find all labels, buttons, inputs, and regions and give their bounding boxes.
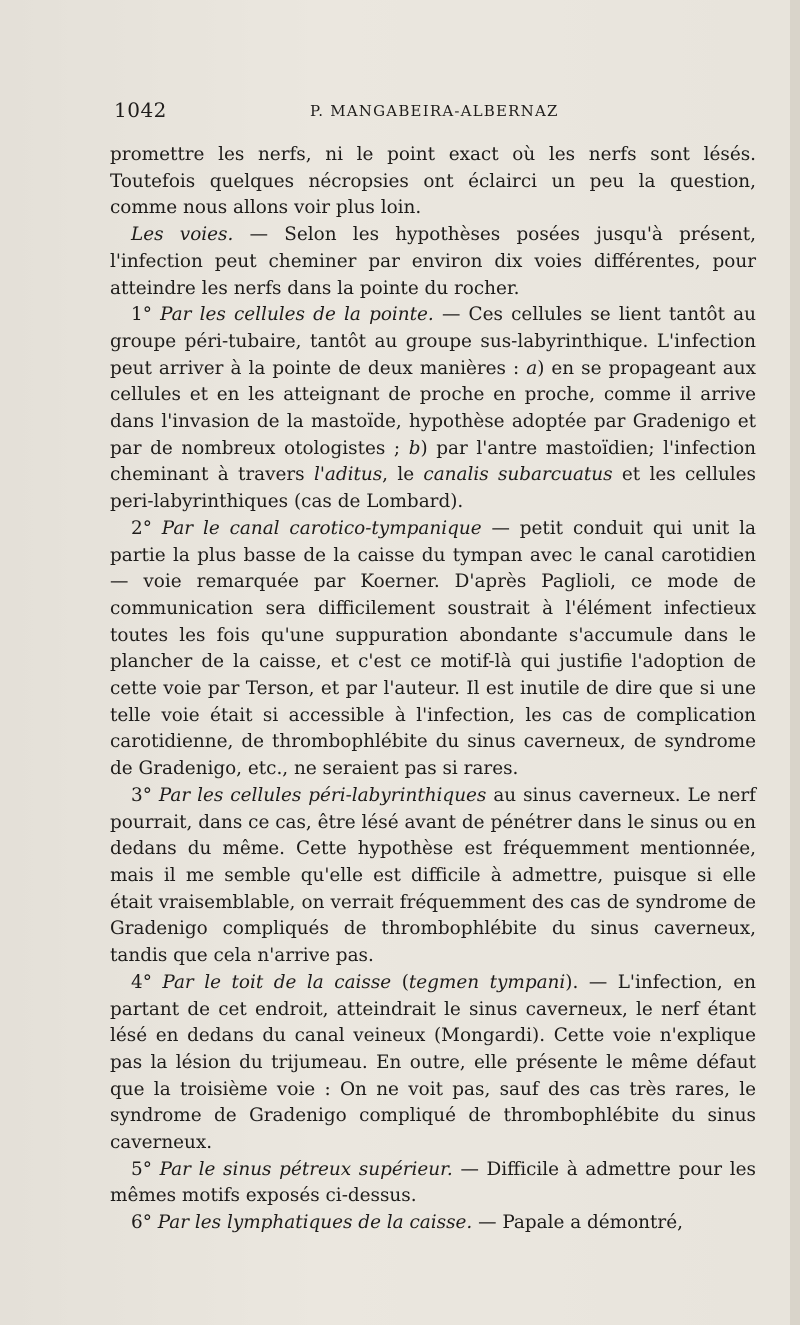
body-text xyxy=(110,142,756,1237)
paragraph-voie-4: 4° Par le toit de la caisse (tegmen tympani). — L'infection, en partant de cet endroit, atteindrait le sinus caverneux, le nerf étant lésé en dedans du canal veineux (Mongardi). Cette voie n'explique pas la lésion du trijumeau. En outre, elle présente le même défaut que la troisième voie : On ne voit pas, sauf des cas très rares, le syndrome de Gradenigo compliqué de thrombophlébite du sinus caverneux. xyxy=(110,971,756,1154)
page-edge xyxy=(790,0,800,1325)
paragraph-voie-3: 3° Par les cellules péri-labyrinthiques au sinus caverneux. Le nerf pourrait, dans ce cas, être lésé avant de pénétrer dans le sinus ou en dedans du même. Cette hypothèse est fréquemment mentionnée, mais il me semble qu'elle est difficile à admettre, puisque si elle était vraisemblable, on verrait fréquemment des cas de syndrome de Gradenigo compliqués de thrombophlébite du sinus caverneux, tandis que cela n'arrive pas. xyxy=(110,784,756,967)
voie-title: Par les cellules péri-labyrinthiques xyxy=(158,784,487,806)
voie-title: Par le canal carotico-tympanique xyxy=(161,517,482,539)
voie-title: Par le toit de la caisse xyxy=(162,971,392,993)
section-title: Les voies. xyxy=(131,224,234,246)
voie-title: Par les lymphatiques de la caisse. xyxy=(157,1212,473,1234)
paragraph-les-voies: Les voies. — Selon les hypothèses posées jusqu'à présent, l'infection peut cheminer par environ dix voies différentes, pour atteindre les nerfs dans la pointe du rocher. xyxy=(110,224,757,299)
page-number: 1042 xyxy=(114,98,167,122)
voie-title: Par le sinus pétreux supérieur. xyxy=(159,1158,453,1180)
paragraph-voie-2: 2° Par le canal carotico-tympanique — petit conduit qui unit la partie la plus basse de la caisse du tympan avec le canal carotidien — voie remarquée par Koerner. D'après Paglioli, ce mode de communication sera difficilement soustrait à l'élément infectieux toutes les fois qu'une suppuration abondante s'accumule dans le plancher de la caisse, et c'est ce motif-là qui justifie l'adoption de cette voie par Terson, et par l'auteur. Il est inutile de dire que si une telle voie était si accessible à l'infection, les cas de complication carotidienne, de thrombophlébite du sinus caverneux, de syndrome de Gradenigo, etc., ne seraient pas si rares. xyxy=(110,517,756,780)
voie-title: Par les cellules de la pointe. xyxy=(160,304,434,326)
paragraph-voie-1: 1° Par les cellules de la pointe. — Ces cellules se lient tantôt au groupe péri-tubaire, tantôt au groupe sus-labyrinthique. L'infection peut arriver à la pointe de deux manières : a) en se propageant aux cellules et en les atteignant de proche en proche, comme il arrive dans l'invasion de la mastoïde, hypothèse adoptée par Gradenigo et par de nombreux otologistes ; b) par l'antre mastoïdien; l'infection cheminant à travers l'aditus, le canalis subarcuatus et les cellules peri-labyrinthiques (cas de Lombard). xyxy=(110,304,756,513)
running-head: P. MANGABEIRA-ALBERNAZ xyxy=(310,102,559,120)
paragraph-voie-5: 5° Par le sinus pétreux supérieur. — Difficile à admettre pour les mêmes motifs exposés ci-dessus. xyxy=(110,1158,756,1207)
paragraph-voie-6: 6° Par les lymphatiques de la caisse. — Papale a démontré, xyxy=(131,1212,683,1234)
paragraph-continuation: promettre les nerfs, ni le point exact où les nerfs sont lésés. Toutefois quelques nécropsies ont éclairci un peu la question, comme nous allons voir plus loin. xyxy=(110,144,756,219)
page-header xyxy=(114,98,754,128)
